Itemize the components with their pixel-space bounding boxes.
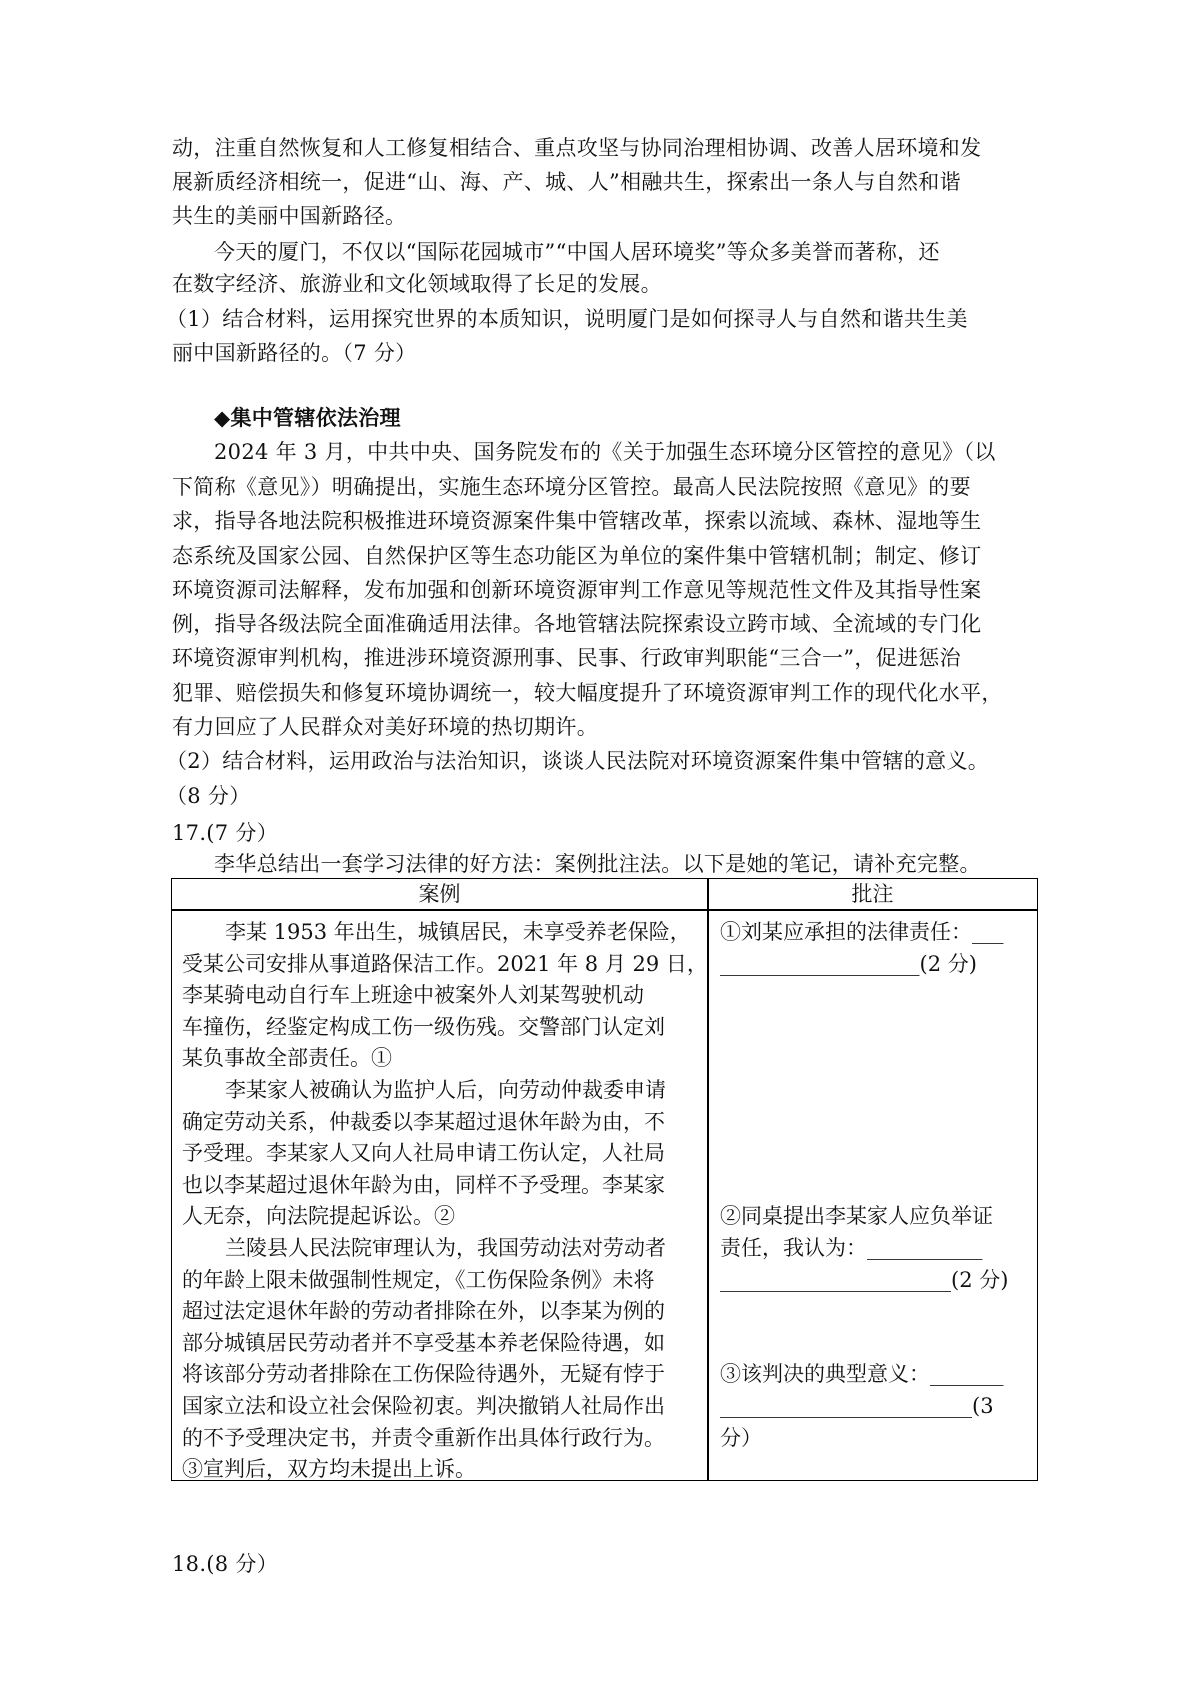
- table-header-note: 批注: [851, 882, 894, 906]
- case-line: ③宣判后，双方均未提出上诉。: [182, 1457, 476, 1481]
- body-line: 展新质经济相统一，促进“山、海、产、城、人”相融共生，探索出一条人与自然和谐: [172, 170, 961, 194]
- question-intro: 李华总结出一套学习法律的好方法：案例批注法。以下是她的笔记，请补充完整。: [214, 852, 981, 876]
- question-number: 17.(7 分）: [172, 821, 279, 845]
- body-line: 动，注重自然恢复和人工修复相结合、重点攻坚与协同治理相协调、改善人居环境和发: [172, 136, 982, 160]
- case-line: 车撞伤，经鉴定构成工伤一级伤残。交警部门认定刘: [182, 1015, 665, 1039]
- body-line: 环境资源司法解释，发布加强和创新环境资源审判工作意见等规范性文件及其指导性案: [172, 578, 982, 602]
- case-line: 某负事故全部责任。①: [182, 1046, 392, 1070]
- case-line: 的年龄上限未做强制性规定，《工伤保险条例》未将: [182, 1268, 655, 1292]
- case-line: 李某家人被确认为监护人后，向劳动仲裁委申请: [225, 1078, 666, 1102]
- body-line: 有力回应了人民群众对美好环境的热切期许。: [172, 715, 598, 739]
- body-line: 犯罪、赔偿损失和修复环境协调统一，较大幅度提升了环境资源审判工作的现代化水平，: [172, 681, 1003, 705]
- note-2-line: ______________________(2 分): [720, 1268, 1009, 1292]
- case-line: 李某骑电动自行车上班途中被案外人刘某驾驶机动: [182, 983, 644, 1007]
- case-line: 兰陵县人民法院审理认为，我国劳动法对劳动者: [225, 1236, 666, 1260]
- body-line: 求，指导各地法院积极推进环境资源案件集中管辖改革，探索以流域、森林、湿地等生: [172, 509, 982, 533]
- table-header-case: 案例: [418, 882, 461, 906]
- note-2-line: ②同桌提出李某家人应负举证: [720, 1204, 993, 1228]
- case-line: 受某公司安排从事道路保洁工作。2021 年 8 月 29 日，: [182, 952, 708, 976]
- case-line: 确定劳动关系，仲裁委以李某超过退休年龄为由，不: [182, 1110, 665, 1134]
- case-line: 国家立法和设立社会保险初衷。判决撤销人社局作出: [182, 1394, 665, 1418]
- case-line: 的不予受理决定书，并责令重新作出具体行政行为。: [182, 1426, 665, 1450]
- body-line: 下简称《意见》）明确提出，实施生态环境分区管控。最高人民法院按照《意见》的要: [172, 475, 971, 499]
- body-line: 环境资源审判机构，推进涉环境资源刑事、民事、行政审判职能“三合一”，促进惩治: [172, 646, 961, 670]
- question-line: 丽中国新路径的。（7 分）: [172, 341, 417, 365]
- note-3-line: 分）: [720, 1426, 762, 1450]
- case-line: 也以李某超过退休年龄为由，同样不予受理。李某家: [182, 1173, 665, 1197]
- body-line: 今天的厦门，不仅以“国际花园城市”“中国人居环境奖”等众多美誉而著称，还: [214, 240, 940, 264]
- case-line: 超过法定退休年龄的劳动者排除在外，以李某为例的: [182, 1299, 665, 1323]
- body-line: 在数字经济、旅游业和文化领域取得了长足的发展。: [172, 272, 662, 296]
- case-line: 李某 1953 年出生，城镇居民，未享受养老保险，: [225, 920, 691, 944]
- note-1-line: ___________________(2 分): [720, 952, 977, 976]
- question-number: 18.(8 分）: [172, 1552, 279, 1576]
- note-3-line: ________________________(3: [720, 1394, 994, 1418]
- question-line: （2）结合材料，运用政治与法治知识，谈谈人民法院对环境资源案件集中管辖的意义。: [166, 749, 990, 773]
- body-line: 2024 年 3 月，中共中央、国务院发布的《关于加强生态环境分区管控的意见》（以: [214, 440, 996, 464]
- case-line: 部分城镇居民劳动者并不享受基本养老保险待遇，如: [182, 1331, 665, 1355]
- note-1-line: ①刘某应承担的法律责任：___: [720, 920, 1004, 944]
- question-line: （1）结合材料，运用探究世界的本质知识，说明厦门是如何探寻人与自然和谐共生美: [166, 307, 968, 331]
- body-line: 共生的美丽中国新路径。: [172, 204, 407, 228]
- body-line: 例，指导各级法院全面准确适用法律。各地管辖法院探索设立跨市域、全流域的专门化: [172, 612, 982, 636]
- note-2-line: 责任，我认为：___________: [720, 1236, 983, 1260]
- case-line: 予受理。李某家人又向人社局申请工伤认定，人社局: [182, 1141, 665, 1165]
- case-line: 将该部分劳动者排除在工伤保险待遇外，无疑有悖于: [182, 1362, 665, 1386]
- table-header-rule: [172, 909, 1037, 911]
- case-line: 人无奈，向法院提起诉讼。②: [182, 1204, 455, 1228]
- question-line: （8 分）: [166, 784, 251, 808]
- body-line: 态系统及国家公园、自然保护区等生态功能区为单位的案件集中管辖机制；制定、修订: [172, 544, 982, 568]
- case-annotation-table: [171, 878, 1038, 1481]
- note-3-line: ③该判决的典型意义：_______: [720, 1362, 1004, 1386]
- section-heading: ◆集中管辖依法治理: [214, 406, 401, 430]
